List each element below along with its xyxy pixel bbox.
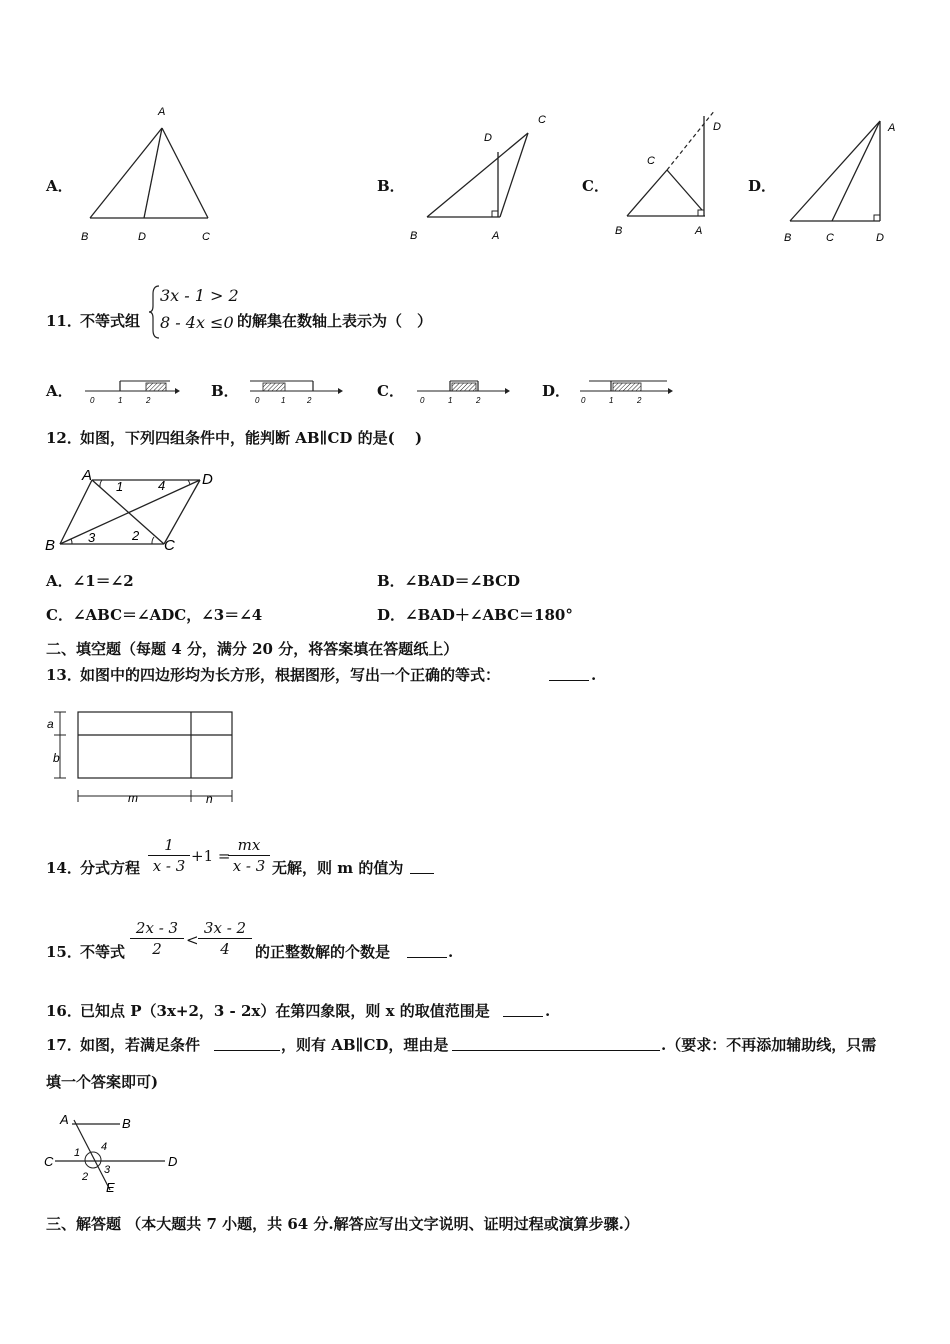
svg-text:a: a bbox=[47, 717, 54, 731]
q15-less-than: < bbox=[186, 931, 199, 949]
q14-number: 14． bbox=[46, 859, 82, 877]
q11-inequality-2: 8 - 4x ≤0 bbox=[160, 313, 234, 332]
q11-stem: 不等式组 bbox=[80, 312, 141, 330]
q10a-label-top: A bbox=[158, 106, 166, 118]
q17-number: 17． bbox=[46, 1036, 82, 1054]
q11-option-c-number-line bbox=[412, 375, 512, 407]
q13-end: . bbox=[591, 666, 597, 684]
q10-figure-c bbox=[605, 100, 740, 250]
svg-text:4: 4 bbox=[158, 478, 166, 493]
q11-option-a-label: A． bbox=[46, 382, 73, 400]
q17-condition-blank bbox=[214, 1036, 280, 1051]
svg-text:2: 2 bbox=[132, 528, 140, 543]
q10-option-d-label: D． bbox=[748, 177, 777, 195]
svg-text:1: 1 bbox=[118, 396, 123, 405]
svg-text:1: 1 bbox=[116, 479, 124, 494]
q15-stem: 不等式 bbox=[80, 943, 126, 961]
q10-figure-b bbox=[400, 105, 560, 250]
svg-text:D: D bbox=[168, 1154, 178, 1169]
q10a-label-bl: B bbox=[81, 231, 89, 243]
q11-option-c-label: C． bbox=[377, 382, 404, 400]
svg-text:C: C bbox=[44, 1154, 54, 1169]
q14-tail: 无解，则 m 的值为 bbox=[272, 859, 404, 877]
q15-tail: 的正整数解的个数是 bbox=[255, 943, 391, 961]
svg-text:2: 2 bbox=[82, 1171, 89, 1183]
q17-part3: .（要求：不再添加辅助线，只需 bbox=[661, 1036, 877, 1054]
q10a-label-bm: D bbox=[138, 231, 146, 243]
q12-number: 12． bbox=[46, 429, 82, 447]
svg-text:3: 3 bbox=[104, 1164, 111, 1176]
q13-stem: 如图中的四边形均为长方形，根据图形，写出一个正确的等式： bbox=[80, 666, 501, 684]
svg-text:E: E bbox=[106, 1180, 115, 1195]
svg-text:A: A bbox=[60, 1112, 69, 1127]
q13-number: 13． bbox=[46, 666, 82, 684]
svg-text:A: A bbox=[82, 467, 93, 484]
q17-part2: ，则有 AB∥CD，理由是 bbox=[281, 1036, 449, 1054]
section-2-heading: 二、填空题（每题 4 分，满分 20 分，将答案填在答题纸上） bbox=[46, 640, 459, 658]
q14-fraction-2: $\frac{mx}{x - 3}$ bbox=[228, 835, 270, 876]
q10-figure-d bbox=[770, 105, 910, 250]
q12-parallelogram-figure bbox=[40, 464, 230, 559]
q14-fraction-1: $\frac{1}{x - 3}$ bbox=[148, 835, 190, 876]
svg-text:b: b bbox=[53, 751, 60, 765]
q16-end: . bbox=[545, 1002, 551, 1020]
q12-option-c: C．∠ABC＝∠ADC，∠3＝∠4 bbox=[46, 606, 263, 624]
svg-text:A: A bbox=[695, 225, 703, 237]
q10a-label-br: C bbox=[202, 231, 210, 243]
svg-text:0: 0 bbox=[255, 396, 260, 405]
q15-fraction-2: $\frac{3x - 2}{4}$ bbox=[198, 918, 252, 959]
q17-reason-blank bbox=[452, 1036, 660, 1051]
svg-text:n: n bbox=[206, 792, 213, 806]
svg-text:1: 1 bbox=[281, 396, 286, 405]
q11-tail: 的解集在数轴上表示为（ ） bbox=[237, 312, 433, 330]
q17-line2: 填一个答案即可) bbox=[46, 1073, 159, 1091]
q12-stem: 如图，下列四组条件中，能判断 AB∥CD 的是( ) bbox=[80, 429, 423, 447]
svg-text:C: C bbox=[538, 114, 546, 126]
q12-option-d: D．∠BAD＋∠ABC＝180° bbox=[377, 606, 573, 624]
q15-fraction-1: $\frac{2x - 3}{2}$ bbox=[130, 918, 184, 959]
svg-text:m: m bbox=[128, 791, 138, 805]
svg-text:1: 1 bbox=[74, 1147, 81, 1159]
q13-rectangle-figure bbox=[44, 702, 244, 812]
q15-number: 15． bbox=[46, 943, 82, 961]
svg-text:2: 2 bbox=[637, 396, 642, 405]
svg-text:C: C bbox=[164, 537, 175, 554]
q17-part1: 如图，若满足条件 bbox=[80, 1036, 201, 1054]
svg-text:0: 0 bbox=[581, 396, 586, 405]
q10-option-a-label: A． bbox=[46, 177, 73, 195]
q11-option-d-label: D． bbox=[542, 382, 571, 400]
q14-plus-one: +1 = bbox=[191, 847, 231, 865]
svg-text:2: 2 bbox=[307, 396, 312, 405]
q11-number: 11． bbox=[46, 312, 82, 330]
svg-text:0: 0 bbox=[420, 396, 425, 405]
q16-number: 16． bbox=[46, 1002, 82, 1020]
svg-text:1: 1 bbox=[609, 396, 614, 405]
svg-text:A: A bbox=[492, 230, 500, 242]
q16-text: 已知点 P（3x+2，3 - 2x）在第四象限，则 x 的取值范围是 bbox=[80, 1002, 490, 1020]
svg-text:2: 2 bbox=[146, 396, 151, 405]
svg-text:A: A bbox=[888, 122, 896, 134]
q17-parallel-lines-figure bbox=[40, 1108, 190, 1198]
svg-text:2: 2 bbox=[476, 396, 481, 405]
q10-figure-a bbox=[70, 100, 230, 250]
svg-text:3: 3 bbox=[88, 530, 96, 545]
section-3-heading: 三、解答题 （本大题共 7 小题，共 64 分.解答应写出文字说明、证明过程或演算步骤.） bbox=[46, 1215, 639, 1233]
q13-answer-blank bbox=[549, 666, 589, 681]
q12-option-b: B．∠BAD＝∠BCD bbox=[377, 572, 521, 590]
q10-option-b-label: B． bbox=[377, 177, 405, 195]
svg-text:D: D bbox=[484, 132, 492, 144]
svg-text:D: D bbox=[876, 232, 884, 244]
svg-text:4: 4 bbox=[101, 1141, 108, 1153]
svg-text:B: B bbox=[410, 230, 418, 242]
q16-answer-blank bbox=[503, 1002, 543, 1017]
q14-stem: 分式方程 bbox=[80, 859, 141, 877]
q12-option-a: A．∠1＝∠2 bbox=[46, 572, 134, 590]
svg-text:B: B bbox=[122, 1116, 131, 1131]
q11-inequality-1: 3x - 1 > 2 bbox=[160, 286, 239, 305]
svg-text:C: C bbox=[647, 155, 655, 167]
svg-text:D: D bbox=[202, 471, 213, 488]
svg-text:0: 0 bbox=[90, 396, 95, 405]
svg-text:C: C bbox=[826, 232, 834, 244]
q15-answer-blank bbox=[407, 943, 447, 958]
q14-answer-blank bbox=[410, 859, 434, 874]
q11-option-d-number-line bbox=[575, 375, 675, 407]
q15-end: . bbox=[448, 943, 454, 961]
svg-text:B: B bbox=[784, 232, 792, 244]
svg-text:B: B bbox=[45, 537, 56, 554]
q10-option-c-label: C． bbox=[582, 177, 609, 195]
svg-text:B: B bbox=[615, 225, 623, 237]
svg-text:D: D bbox=[713, 121, 721, 133]
q11-option-b-number-line bbox=[245, 375, 345, 407]
svg-text:1: 1 bbox=[448, 396, 453, 405]
q11-option-a-number-line bbox=[80, 375, 180, 407]
q11-option-b-label: B． bbox=[211, 382, 239, 400]
